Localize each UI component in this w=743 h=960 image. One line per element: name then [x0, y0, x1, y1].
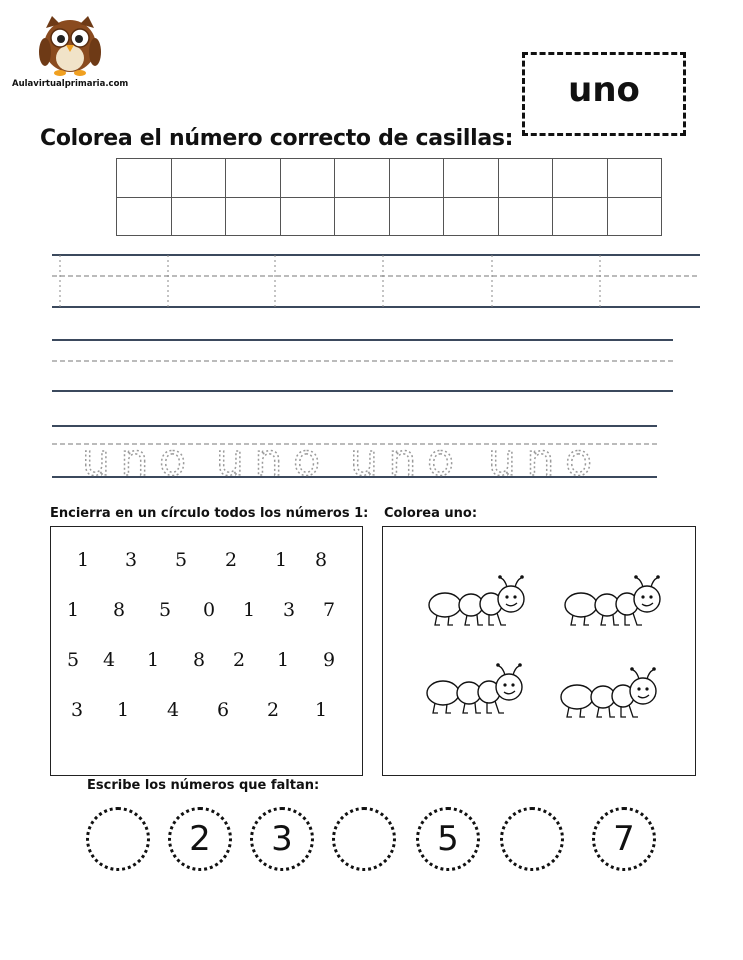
ant-icon[interactable] [559, 575, 669, 635]
grid-cell[interactable] [171, 197, 226, 236]
grid-cell[interactable] [607, 197, 662, 236]
grid-cell[interactable] [498, 197, 553, 236]
number-item[interactable]: 1 [243, 599, 256, 621]
grid-cell[interactable] [498, 159, 553, 198]
handwriting-lines [0, 240, 743, 490]
grid-cell[interactable] [226, 197, 281, 236]
number-item[interactable]: 8 [113, 599, 126, 621]
empty-number-circle[interactable] [332, 807, 396, 871]
grid-cell[interactable] [335, 159, 390, 198]
number-circle-value: 7 [613, 819, 635, 859]
grid-cell[interactable] [335, 197, 390, 236]
grid-cell[interactable] [444, 159, 499, 198]
grid-cell[interactable] [117, 159, 172, 198]
number-circle[interactable] [168, 807, 232, 871]
missing-section-title: Escribe los números que faltan: [87, 778, 320, 793]
number-item[interactable]: 1 [117, 699, 130, 721]
tracing-word: uno [82, 435, 186, 486]
grid-cell[interactable] [389, 159, 444, 198]
grid-cell[interactable] [280, 197, 335, 236]
number-item[interactable]: 2 [225, 549, 238, 571]
tracing-word: uno [488, 435, 592, 486]
grid-cell[interactable] [226, 159, 281, 198]
ants-box [382, 526, 696, 776]
number-item[interactable]: 3 [125, 549, 138, 571]
empty-number-circle[interactable] [86, 807, 150, 871]
grid-cell[interactable] [171, 159, 226, 198]
grid-cell[interactable] [553, 197, 608, 236]
grid-cell[interactable] [117, 197, 172, 236]
number-circle[interactable] [416, 807, 480, 871]
number-item[interactable]: 1 [275, 549, 288, 571]
ant-icon[interactable] [423, 575, 533, 635]
number-item[interactable]: 2 [267, 699, 280, 721]
number-item[interactable]: 3 [71, 699, 84, 721]
empty-number-circle[interactable] [500, 807, 564, 871]
number-item[interactable]: 2 [233, 649, 246, 671]
tracing-word: uno [350, 435, 454, 486]
circle-section-title: Encierra en un círculo todos los números 1: [50, 506, 369, 521]
number-item[interactable]: 1 [315, 699, 328, 721]
circle-numbers-box [50, 526, 363, 776]
ant-icon[interactable] [555, 667, 665, 727]
grid-cell[interactable] [280, 159, 335, 198]
number-item[interactable]: 1 [67, 599, 80, 621]
number-item[interactable]: 4 [103, 649, 116, 671]
color-section-title: Colorea uno: [384, 506, 478, 521]
number-circle[interactable] [592, 807, 656, 871]
number-circle-value: 5 [437, 819, 459, 859]
owl-logo-icon [30, 10, 110, 80]
tracing-words [82, 435, 592, 486]
number-item[interactable]: 7 [323, 599, 336, 621]
coloring-grid [116, 158, 662, 236]
ant-icon[interactable] [421, 663, 531, 723]
number-circle-value: 2 [189, 819, 211, 859]
number-item[interactable]: 4 [167, 699, 180, 721]
site-name: Aulavirtualprimaria.com [12, 79, 129, 89]
number-item[interactable]: 5 [67, 649, 80, 671]
number-item[interactable]: 0 [203, 599, 216, 621]
grid-cell[interactable] [553, 159, 608, 198]
number-item[interactable]: 6 [217, 699, 230, 721]
number-item[interactable]: 1 [77, 549, 90, 571]
grid-cell[interactable] [607, 159, 662, 198]
number-word: uno [568, 70, 640, 110]
number-item[interactable]: 3 [283, 599, 296, 621]
grid-cell[interactable] [444, 197, 499, 236]
number-item[interactable]: 9 [323, 649, 336, 671]
number-item[interactable]: 5 [159, 599, 172, 621]
number-item[interactable]: 8 [315, 549, 328, 571]
number-item[interactable]: 8 [193, 649, 206, 671]
number-circle[interactable] [250, 807, 314, 871]
number-item[interactable]: 1 [147, 649, 160, 671]
page-title: Colorea el número correcto de casillas: [40, 126, 514, 151]
tracing-word: uno [216, 435, 320, 486]
grid-cell[interactable] [389, 197, 444, 236]
number-item[interactable]: 1 [277, 649, 290, 671]
number-item[interactable]: 5 [175, 549, 188, 571]
number-circle-value: 3 [271, 819, 293, 859]
